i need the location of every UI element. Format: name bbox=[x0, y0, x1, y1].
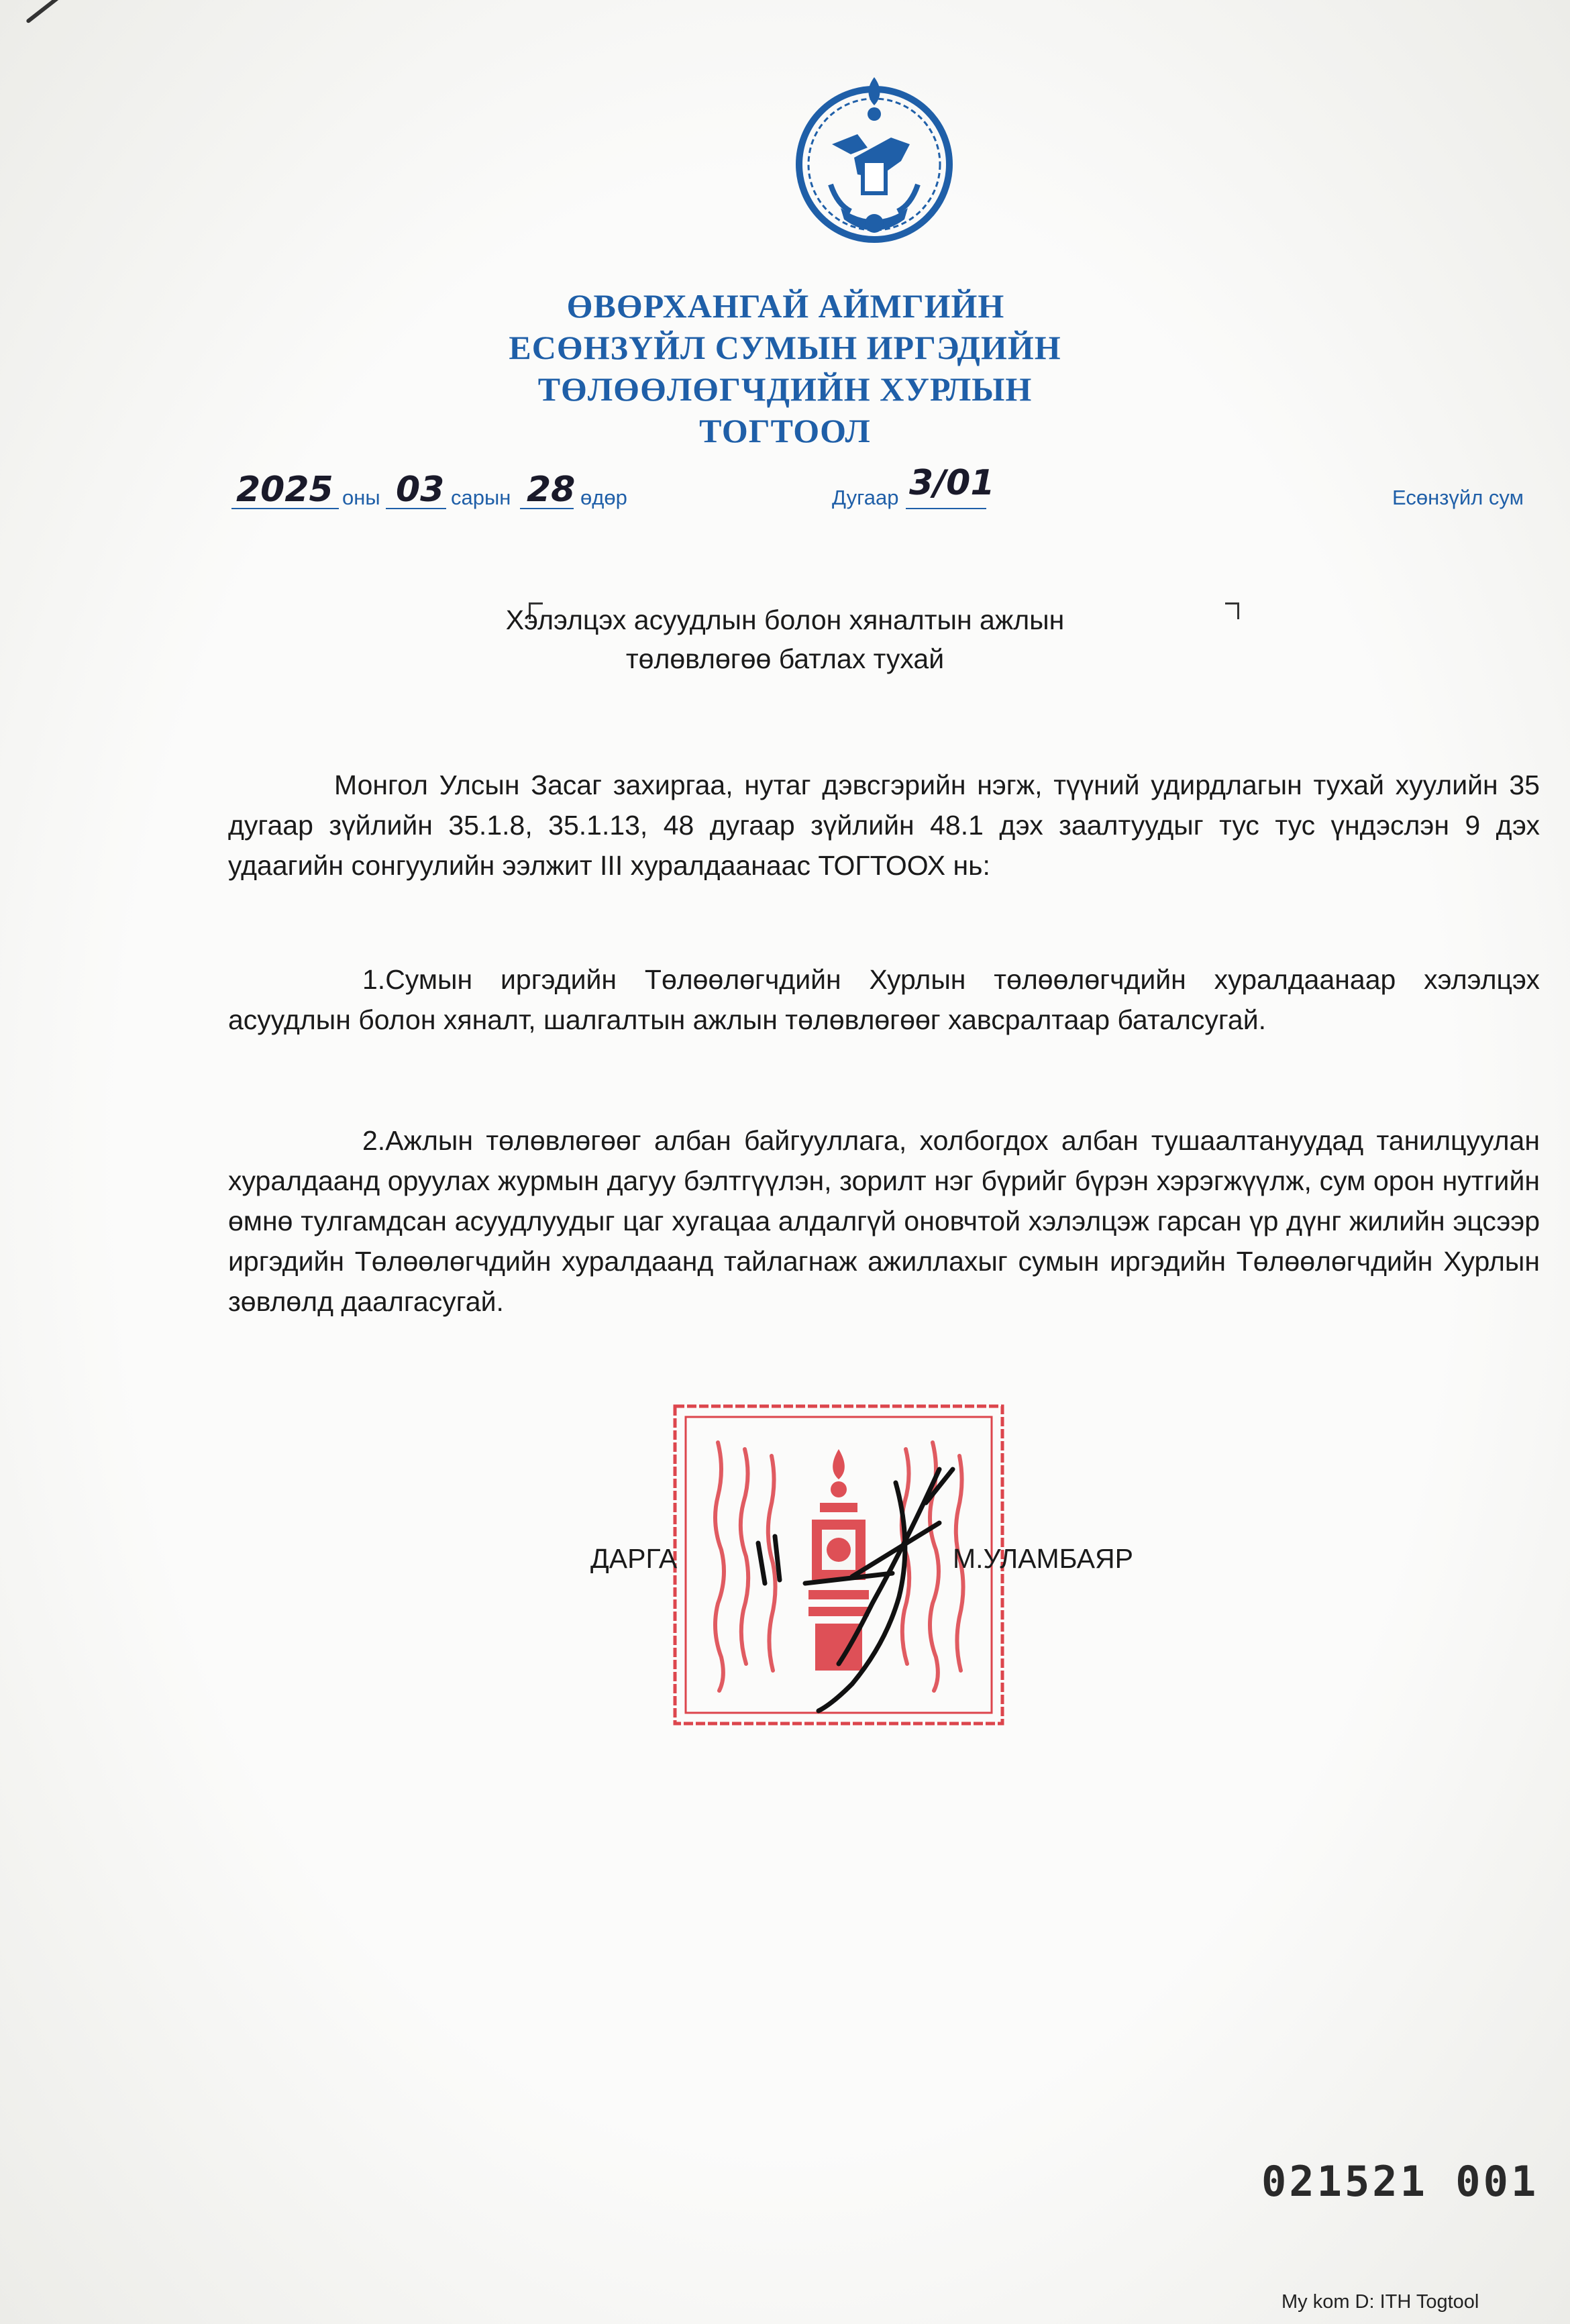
date-month: 03 bbox=[396, 470, 445, 510]
document-number: 3/01 bbox=[909, 463, 995, 503]
handwritten-signature bbox=[738, 1442, 993, 1718]
title-line-1: Хэлэлцэх асуудлын болон хяналтын ажлын bbox=[505, 604, 1065, 635]
state-emblem-icon bbox=[790, 64, 958, 265]
header-aimag: ӨВӨРХАНГАЙ АЙМГИЙН bbox=[566, 287, 1005, 325]
year-underline bbox=[231, 508, 339, 509]
date-row bbox=[0, 463, 1570, 525]
place-name: Есөнзүйл сум bbox=[1392, 486, 1524, 509]
document-header bbox=[0, 285, 1570, 452]
date-day: 28 bbox=[527, 470, 576, 510]
day-suffix: өдөр bbox=[580, 486, 627, 509]
header-doc-type: ТОГТООЛ bbox=[699, 412, 871, 450]
signatory-title: ДАРГА bbox=[590, 1543, 678, 1574]
number-label: Дугаар bbox=[832, 486, 899, 509]
header-sum: ЕСӨНЗҮЙЛ СУМЫН ИРГЭДИЙН bbox=[509, 329, 1061, 366]
title-line-2: төлөвлөгөө батлах тухай bbox=[625, 643, 945, 674]
serial-number: 021521 001 bbox=[1261, 2157, 1539, 2206]
file-reference: My kom D: ITH Togtool bbox=[1281, 2291, 1479, 2313]
resolution-title bbox=[0, 600, 1570, 678]
year-suffix: оны bbox=[342, 486, 380, 509]
date-year: 2025 bbox=[236, 470, 333, 510]
number-underline bbox=[906, 508, 986, 509]
day-underline bbox=[520, 508, 574, 509]
month-underline bbox=[386, 508, 446, 509]
header-khural: ТӨЛӨӨЛӨГЧДИЙН ХУРЛЫН bbox=[537, 370, 1033, 408]
signatory-name: М.УЛАМБАЯР bbox=[953, 1543, 1133, 1574]
body-clause-1: 1.Сумын иргэдийн Төлөөлөгчдийн Хурлын төлөөлөгчдийн хуралдаанаар хэлэлцэх асуудлын болон хяналт, шалгалтын ажлын төлөвлөгөөг хавсралтаар баталсугай. bbox=[228, 964, 1540, 1035]
body-clause-2: 2.Ажлын төлөвлөгөөг албан байгууллага, холбогдох албан тушаалтануудад танилцуулан хуралдаанд оруулах журмын дагуу бэлтгүүлэн, зорилт нэг бүрийг бүрэн хэрэгжүүлж, сум орон нутгийн өмнө тулгамдсан асуудлуудыг цаг хугацаа алдалгүй оновчтой хэлэлцэж гарсан үр дүнг жилийн эцсээр иргэдийн Төлөөлөгчдийн хуралдаанд тайлагнаж ажиллахыг сумын иргэдийн Төлөөлөгчдийн Хурлын зөвлөлд даалгасугай. bbox=[228, 1125, 1540, 1317]
body-preamble: Монгол Улсын Засаг захиргаа, нутаг дэвсгэрийн нэгж, түүний удирдлагын тухай хуулийн 35 дугаар зүйлийн 35.1.8, 35.1.13, 48 дугаар зүйлийн 48.1 дэх заалтуудыг тус тус үндэслэн 9 дэх удаагийн сонгуулийн ээлжит III хуралдаанаас ТОГТООХ нь: bbox=[228, 770, 1540, 881]
month-suffix: сарын bbox=[451, 486, 511, 509]
